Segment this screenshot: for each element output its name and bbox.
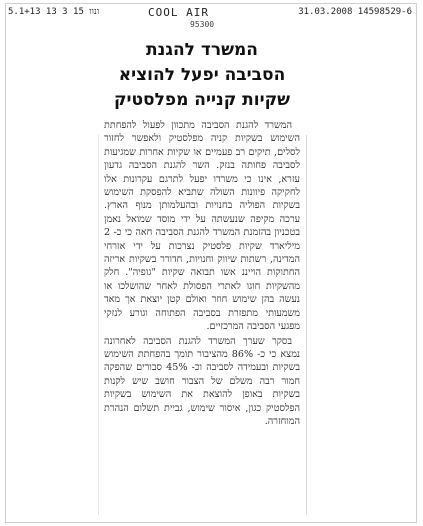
headline — [104, 38, 300, 113]
headline-line-3: שקיות קנייה מפלסטיק — [113, 90, 290, 110]
fax-sub-code: 95300 — [190, 20, 215, 29]
fax-header — [8, 6, 416, 19]
newspaper-clipping — [104, 38, 300, 518]
article-body — [104, 119, 300, 428]
headline-line-2: הסביבה יפעל להוציא — [118, 65, 286, 85]
fax-header-left: 5.1+13 13 3 15 ונוו — [8, 7, 100, 17]
fax-header-right: 31.03.2008 14598529-6 — [298, 7, 412, 17]
fax-sender-name: COOL AIR — [148, 6, 209, 19]
column-rule-left — [98, 135, 99, 515]
column-rule-right — [306, 135, 307, 515]
headline-line-1: המשרד להגנת — [146, 40, 258, 60]
article-paragraph-2: בסקר שערך המשרד להגנת הסביבה לאחרונה נמצא כי כ- 86% מהציבור תומך בהפחתת השימוש בשקיות ובעמידה לסביבה וכ- 45% סבורים שהפקה חמור רבה משלם של הצבור חושב שיש לקנות בשקיות באופן להוצאת את השימוש בשקיות הפלסטיק כגון, איסור שימוש, גביית תשלום הנהרת המוחזרה. — [104, 335, 301, 427]
article-paragraph-1: המשרד להגנת הסביבה מתכוון לפעול להפחתת השימוש בשקיות קניה מפלסטיק ולאפשר לחזור לסלים, תיקים רב פעמיים או שקיות אחרות שמגיעות לסביבה פחותה בנזק. השר להגנת הסביבה גדעון עזרא, אינו כי משרדו יפעל לתרגם עקרונות אלו לחקיקה פיוונות השולה שתביא להפסקת השימוש בשקיות הפוליה בחנויות ובהעלמותן מנוף הארץ. ערכה מקיפה שנעשתה על ידי מוסד שמואל נאמן בטכניון בהזמנת המשרד להגנת הסביבה חאה כי כ- 2 מיליארד שקיות פלסטיק נצרכות על ידי אזרחי המדינה, רשתות שיווק וחנויות, חדורר בשקיות אריזה החתוקות הוייננ אשו תבואה שקיות "גופיה". חלק מהשקיות חוגו לאתרי הפסולת לאחר שהושלכו או נעשה בהן שימוש חוזר ואולם קטן יוצאת אך מאד משמעותי מתפזרת בסביבה הפתוחה וגורע לנזקי מפגעי הסביבה המרכזיים. — [104, 120, 300, 333]
